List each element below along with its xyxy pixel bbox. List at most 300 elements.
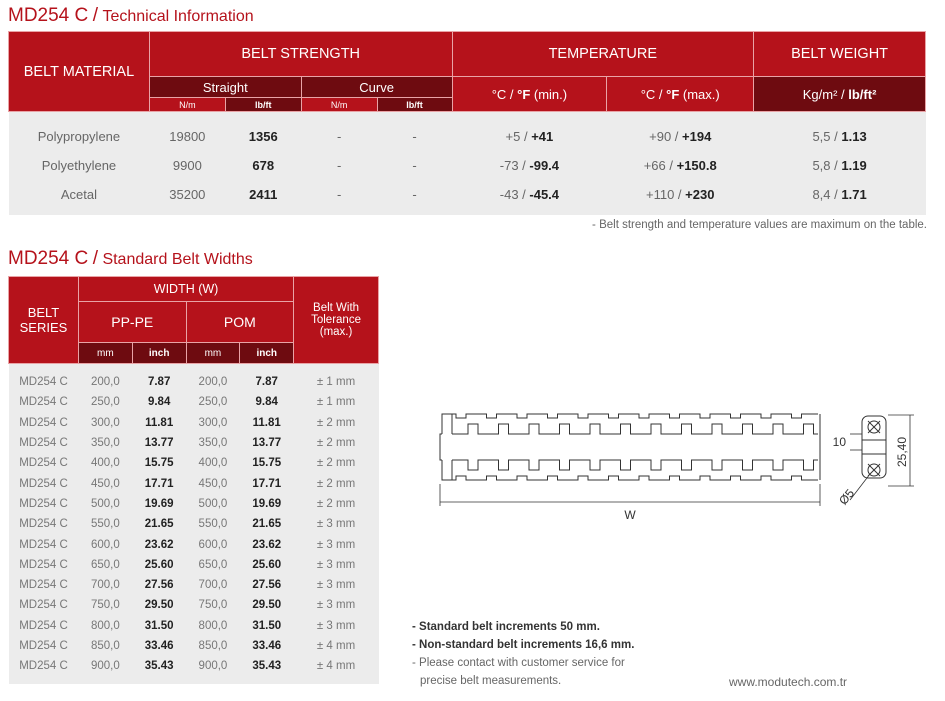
pom-mm-cell-text: 700,0 xyxy=(198,579,228,592)
tolerance-cell-text: ± 4 mm xyxy=(316,660,356,673)
curve-nm-value xyxy=(301,151,377,180)
temp-min-prefix: °C / xyxy=(491,86,518,102)
material-name-text: Acetal xyxy=(60,187,98,202)
tech-title-slash: / xyxy=(92,5,98,26)
pom-mm-cell-text: 400,0 xyxy=(198,457,228,470)
header-belt-strength: BELT STRENGTH xyxy=(149,32,452,77)
header-pppe: PP-PE xyxy=(78,302,186,343)
material-name xyxy=(9,151,150,180)
series-cell xyxy=(9,595,79,615)
header-curve-lbft: lb/ft xyxy=(377,98,452,112)
series-cell-text: MD254 C xyxy=(19,558,68,571)
pom-mm-cell-text: 800,0 xyxy=(198,619,228,632)
tolerance-cell xyxy=(294,433,379,453)
w-label: W xyxy=(624,508,636,522)
pppe-mm-cell xyxy=(78,413,132,433)
series-cell xyxy=(9,453,79,473)
curve-lbft-value-text: - xyxy=(412,187,417,202)
header-belt-weight: BELT WEIGHT xyxy=(754,32,926,77)
pom-mm-cell xyxy=(186,616,240,636)
pom-mm-cell xyxy=(186,555,240,575)
curve-lbft-value xyxy=(377,112,452,152)
series-cell-text: MD254 C xyxy=(19,538,68,551)
temp-min-value xyxy=(452,180,607,215)
dim-height-label: 25,40 xyxy=(895,436,909,468)
pom-inch-cell xyxy=(240,453,294,473)
pppe-inch-cell xyxy=(132,364,186,393)
tolerance-cell-text: ± 2 mm xyxy=(316,477,356,490)
temp-max-value-imperial: +194 xyxy=(682,129,712,144)
pppe-mm-cell xyxy=(78,636,132,656)
pppe-inch-cell xyxy=(132,413,186,433)
pppe-inch-cell xyxy=(132,453,186,473)
temp-min-value-metric: -73 / xyxy=(499,158,530,173)
straight-nm-value-text: 19800 xyxy=(169,129,206,144)
pppe-mm-cell xyxy=(78,453,132,473)
pppe-mm-cell-text: 750,0 xyxy=(90,599,120,612)
pom-mm-cell xyxy=(186,656,240,684)
dim-dia-label: Ø5 xyxy=(836,486,858,508)
pom-inch-cell-text: 25.60 xyxy=(252,558,282,571)
series-cell xyxy=(9,364,79,393)
pom-inch-cell xyxy=(240,575,294,595)
tolerance-cell xyxy=(294,413,379,433)
width-row xyxy=(9,555,379,575)
series-cell-text: MD254 C xyxy=(19,579,68,592)
pom-inch-cell-text: 29.50 xyxy=(252,599,282,612)
widths-title-code: MD254 C xyxy=(8,248,89,269)
header-straight-lbft: lb/ft xyxy=(225,98,301,112)
pppe-inch-cell-text: 25.60 xyxy=(144,558,174,571)
weight-value-imperial: 1.13 xyxy=(841,129,867,144)
temp-max-value xyxy=(607,180,754,215)
pppe-mm-cell xyxy=(78,433,132,453)
pppe-mm-cell-text: 250,0 xyxy=(90,396,120,409)
pom-inch-cell-text: 19.69 xyxy=(252,497,282,510)
pom-mm-cell xyxy=(186,473,240,493)
header-weight-units xyxy=(754,77,926,112)
width-row xyxy=(9,494,379,514)
series-cell xyxy=(9,636,79,656)
series-cell-text: MD254 C xyxy=(19,619,68,632)
header-tolerance: Belt With Tolerance (max.) xyxy=(294,277,379,364)
pppe-inch-cell xyxy=(132,636,186,656)
pppe-inch-cell-text: 29.50 xyxy=(144,599,174,612)
pppe-mm-cell-text: 450,0 xyxy=(90,477,120,490)
temp-max-value-metric: +110 / xyxy=(646,187,686,202)
series-cell xyxy=(9,555,79,575)
pom-inch-cell-text: 9.84 xyxy=(255,396,278,409)
width-row xyxy=(9,534,379,554)
pppe-inch-cell-text: 27.56 xyxy=(144,579,174,592)
pppe-inch-cell-text: 21.65 xyxy=(144,518,174,531)
series-cell-text: MD254 C xyxy=(19,437,68,450)
tolerance-cell-text: ± 3 mm xyxy=(316,538,356,551)
pppe-inch-cell xyxy=(132,494,186,514)
series-cell-text: MD254 C xyxy=(19,477,68,490)
straight-lbft-value xyxy=(225,180,301,215)
weight-value-metric: 5,5 / xyxy=(812,129,842,144)
material-name xyxy=(9,112,150,152)
tolerance-cell xyxy=(294,534,379,554)
width-row xyxy=(9,433,379,453)
temp-max-value-metric: +90 / xyxy=(649,129,683,144)
series-cell-text: MD254 C xyxy=(19,660,68,673)
header-temp-max xyxy=(607,77,754,112)
straight-nm-value xyxy=(149,112,225,152)
belt-technical-drawing xyxy=(430,400,920,530)
tolerance-cell-text: ± 3 mm xyxy=(316,599,356,612)
weight-unit-prefix: Kg/m² / xyxy=(802,86,849,102)
pom-inch-cell xyxy=(240,494,294,514)
note-nonstandard-increments: - Non-standard belt increments 16,6 mm. xyxy=(412,639,635,651)
series-cell-text: MD254 C xyxy=(19,457,68,470)
series-cell xyxy=(9,494,79,514)
pppe-inch-cell-text: 33.46 xyxy=(144,640,174,652)
series-cell xyxy=(9,433,79,453)
series-cell-text: MD254 C xyxy=(19,416,68,429)
pppe-inch-cell-text: 7.87 xyxy=(147,376,171,389)
straight-nm-value-text: 35200 xyxy=(169,187,206,202)
header-pom: POM xyxy=(186,302,294,343)
pppe-inch-cell-text: 31.50 xyxy=(144,619,174,632)
series-cell-text: MD254 C xyxy=(19,518,68,531)
pom-mm-cell xyxy=(186,534,240,554)
pppe-mm-cell xyxy=(78,364,132,393)
pom-mm-cell xyxy=(186,636,240,656)
series-cell-text: MD254 C xyxy=(19,599,68,612)
header-pom-mm: mm xyxy=(186,343,240,364)
curve-nm-value xyxy=(301,112,377,152)
pom-inch-cell-text: 17.71 xyxy=(252,477,282,490)
pom-inch-cell xyxy=(240,473,294,493)
pppe-inch-cell-text: 11.81 xyxy=(145,416,174,429)
pom-inch-cell-text: 33.46 xyxy=(252,640,282,652)
pppe-mm-cell-text: 400,0 xyxy=(90,457,120,470)
pom-inch-cell xyxy=(240,392,294,412)
pom-mm-cell xyxy=(186,575,240,595)
straight-lbft-value xyxy=(225,112,301,152)
pppe-inch-cell-text: 19.69 xyxy=(144,497,174,510)
pom-inch-cell xyxy=(240,514,294,534)
pom-mm-cell xyxy=(186,392,240,412)
temp-min-value-metric: +5 / xyxy=(505,129,532,144)
pom-mm-cell-text: 650,0 xyxy=(198,558,228,571)
series-cell xyxy=(9,413,79,433)
pppe-mm-cell xyxy=(78,575,132,595)
temp-max-value-metric: +66 / xyxy=(643,158,677,173)
width-row xyxy=(9,514,379,534)
pppe-inch-cell xyxy=(132,392,186,412)
temp-min-unit: °F xyxy=(517,86,531,102)
temp-min-value-imperial: -45.4 xyxy=(529,187,560,202)
tolerance-cell xyxy=(294,514,379,534)
weight-value-metric: 8,4 / xyxy=(812,187,842,202)
pppe-mm-cell-text: 350,0 xyxy=(90,437,120,450)
tolerance-cell-text: ± 4 mm xyxy=(316,640,356,652)
pom-mm-cell xyxy=(186,433,240,453)
temp-min-value-imperial: +41 xyxy=(531,129,554,144)
width-row xyxy=(9,473,379,493)
curve-nm-value-text: - xyxy=(336,187,342,202)
weight-value-imperial: 1.71 xyxy=(841,187,867,202)
tech-footnote: - Belt strength and temperature values are maximum on the table. xyxy=(592,219,927,231)
weight-value xyxy=(754,112,926,152)
tolerance-cell xyxy=(294,616,379,636)
curve-lbft-value xyxy=(377,180,452,215)
tolerance-cell-text: ± 1 mm xyxy=(316,396,356,409)
pom-inch-cell xyxy=(240,433,294,453)
series-cell xyxy=(9,616,79,636)
pom-inch-cell xyxy=(240,636,294,656)
pom-mm-cell-text: 300,0 xyxy=(198,416,228,429)
pppe-mm-cell xyxy=(78,514,132,534)
pom-inch-cell xyxy=(240,534,294,554)
pom-inch-cell xyxy=(240,595,294,615)
pppe-inch-cell-text: 23.62 xyxy=(144,538,174,551)
pom-inch-cell-text: 21.65 xyxy=(252,518,282,531)
width-row xyxy=(9,595,379,615)
pom-mm-cell-text: 450,0 xyxy=(198,477,228,490)
tech-title xyxy=(8,5,254,27)
pppe-inch-cell xyxy=(132,514,186,534)
pom-inch-cell xyxy=(240,364,294,393)
header-straight-nm: N/m xyxy=(149,98,225,112)
pppe-inch-cell xyxy=(132,616,186,636)
width-row xyxy=(9,636,379,656)
straight-nm-value xyxy=(149,151,225,180)
weight-value xyxy=(754,180,926,215)
website-link[interactable]: www.modutech.com.tr xyxy=(729,675,848,689)
straight-lbft-value xyxy=(225,151,301,180)
pppe-mm-cell-text: 600,0 xyxy=(90,538,120,551)
tolerance-cell-text: ± 1 mm xyxy=(316,376,356,389)
pom-inch-cell-text: 23.62 xyxy=(252,538,282,551)
tolerance-cell-text: ± 3 mm xyxy=(316,558,356,571)
pppe-mm-cell-text: 650,0 xyxy=(90,558,120,571)
header-pppe-inch: inch xyxy=(132,343,186,364)
pppe-mm-cell-text: 500,0 xyxy=(90,497,120,510)
curve-lbft-value-text: - xyxy=(412,158,417,173)
straight-lbft-value-text: 678 xyxy=(252,158,275,173)
side-profile xyxy=(862,416,886,478)
temp-min-value-imperial: -99.4 xyxy=(529,158,560,173)
header-pom-inch: inch xyxy=(240,343,294,364)
temp-max-value-imperial: +150.8 xyxy=(676,158,717,173)
tolerance-cell xyxy=(294,364,379,393)
pom-inch-cell-text: 7.87 xyxy=(255,376,278,389)
width-row xyxy=(9,575,379,595)
series-cell xyxy=(9,534,79,554)
pom-mm-cell-text: 250,0 xyxy=(198,396,228,409)
pppe-inch-cell xyxy=(132,595,186,615)
belt-widths-table xyxy=(8,276,379,684)
pppe-mm-cell-text: 700,0 xyxy=(90,579,120,592)
series-cell xyxy=(9,656,79,684)
pom-mm-cell-text: 850,0 xyxy=(198,640,228,652)
pom-inch-cell-text: 35.43 xyxy=(252,660,282,673)
width-row xyxy=(9,453,379,473)
pppe-inch-cell xyxy=(132,473,186,493)
curve-nm-value-text: - xyxy=(336,129,342,144)
temp-min-suffix: (min.) xyxy=(530,86,568,102)
pom-inch-cell-text: 11.81 xyxy=(252,416,281,429)
header-temp-min xyxy=(452,77,607,112)
pom-mm-cell-text: 200,0 xyxy=(198,376,228,389)
series-cell xyxy=(9,473,79,493)
straight-nm-value xyxy=(149,180,225,215)
curve-lbft-value xyxy=(377,151,452,180)
tolerance-cell-text: ± 2 mm xyxy=(316,437,356,450)
pom-mm-cell-text: 550,0 xyxy=(198,518,228,531)
material-name xyxy=(9,180,150,215)
pppe-inch-cell xyxy=(132,555,186,575)
temp-max-value-imperial: +230 xyxy=(685,187,715,202)
header-temperature: TEMPERATURE xyxy=(452,32,754,77)
pom-inch-cell-text: 31.50 xyxy=(252,619,282,632)
belt-series-label: BELT SERIES xyxy=(19,305,68,335)
pom-mm-cell-text: 750,0 xyxy=(198,599,228,612)
header-width: WIDTH (W) xyxy=(78,277,293,302)
pom-mm-cell xyxy=(186,413,240,433)
pppe-inch-cell-text: 9.84 xyxy=(147,396,171,409)
tolerance-cell-text: ± 3 mm xyxy=(316,518,356,531)
pppe-inch-cell xyxy=(132,656,186,684)
pom-mm-cell-text: 900,0 xyxy=(198,660,228,673)
pppe-mm-cell-text: 550,0 xyxy=(90,518,120,531)
temp-max-value xyxy=(607,151,754,180)
tolerance-cell xyxy=(294,575,379,595)
pppe-inch-cell-text: 15.75 xyxy=(144,457,174,470)
width-row xyxy=(9,392,379,412)
header-pppe-mm: mm xyxy=(78,343,132,364)
pom-mm-cell xyxy=(186,364,240,393)
tolerance-cell xyxy=(294,636,379,656)
temp-min-value-metric: -43 / xyxy=(499,187,530,202)
series-cell xyxy=(9,575,79,595)
technical-info-table xyxy=(8,31,926,215)
widths-title-slash: / xyxy=(92,248,98,269)
belt-outline xyxy=(440,414,820,480)
header-belt-series xyxy=(9,277,79,364)
series-cell-text: MD254 C xyxy=(19,396,68,409)
tolerance-cell xyxy=(294,494,379,514)
tolerance-cell-text: ± 3 mm xyxy=(316,619,356,632)
pom-inch-cell xyxy=(240,616,294,636)
pom-mm-cell-text: 600,0 xyxy=(198,538,228,551)
width-row xyxy=(9,656,379,684)
widths-title xyxy=(8,248,253,270)
material-name-text: Polyethylene xyxy=(41,158,117,173)
pppe-mm-cell xyxy=(78,534,132,554)
pom-mm-cell-text: 350,0 xyxy=(198,437,228,450)
straight-nm-value-text: 9900 xyxy=(172,158,202,173)
pom-mm-cell-text: 500,0 xyxy=(198,497,228,510)
weight-unit-bold: lb/ft² xyxy=(848,86,877,102)
pom-inch-cell-text: 13.77 xyxy=(252,437,282,450)
series-cell-text: MD254 C xyxy=(19,497,68,510)
tolerance-cell-text: ± 2 mm xyxy=(316,416,356,429)
temp-min-value xyxy=(452,112,607,152)
pppe-mm-cell xyxy=(78,392,132,412)
series-cell-text: MD254 C xyxy=(19,640,68,652)
tolerance-cell xyxy=(294,453,379,473)
material-name-text: Polypropylene xyxy=(37,129,121,144)
pppe-mm-cell-text: 200,0 xyxy=(90,376,120,389)
curve-lbft-value-text: - xyxy=(412,129,417,144)
pppe-mm-cell-text: 850,0 xyxy=(90,640,120,652)
tolerance-cell-text: ± 3 mm xyxy=(316,579,356,592)
note-contact-line1: - Please contact with customer service for xyxy=(412,657,625,669)
temp-max-suffix: (max.) xyxy=(679,86,720,102)
pppe-inch-cell xyxy=(132,575,186,595)
pom-mm-cell xyxy=(186,453,240,473)
header-straight: Straight xyxy=(149,77,301,98)
note-contact-line2: precise belt measurements. xyxy=(420,675,562,687)
pppe-mm-cell xyxy=(78,616,132,636)
temp-max-prefix: °C / xyxy=(640,86,667,102)
pom-inch-cell-text: 27.56 xyxy=(252,579,282,592)
curve-nm-value-text: - xyxy=(336,158,342,173)
pppe-inch-cell-text: 13.77 xyxy=(144,437,174,450)
series-cell xyxy=(9,514,79,534)
pom-mm-cell xyxy=(186,514,240,534)
width-row xyxy=(9,616,379,636)
tolerance-cell xyxy=(294,656,379,684)
pppe-inch-cell xyxy=(132,433,186,453)
tolerance-cell xyxy=(294,555,379,575)
temp-max-value xyxy=(607,112,754,152)
material-row xyxy=(9,112,926,152)
tolerance-cell-text: ± 2 mm xyxy=(316,457,356,470)
pppe-mm-cell-text: 300,0 xyxy=(90,416,120,429)
weight-value-metric: 5,8 / xyxy=(812,158,842,173)
curve-nm-value xyxy=(301,180,377,215)
width-row xyxy=(9,364,379,393)
weight-value xyxy=(754,151,926,180)
tolerance-cell-text: ± 2 mm xyxy=(316,497,356,510)
pppe-inch-cell-text: 35.43 xyxy=(144,660,174,673)
material-row xyxy=(9,180,926,215)
temp-min-value xyxy=(452,151,607,180)
pppe-mm-cell xyxy=(78,494,132,514)
pppe-inch-cell-text: 17.71 xyxy=(144,477,174,490)
pppe-mm-cell xyxy=(78,473,132,493)
tolerance-cell xyxy=(294,473,379,493)
weight-value-imperial: 1.19 xyxy=(841,158,867,173)
note-standard-increments: - Standard belt increments 50 mm. xyxy=(412,621,600,633)
pom-inch-cell xyxy=(240,555,294,575)
pppe-mm-cell-text: 800,0 xyxy=(90,619,120,632)
pom-mm-cell xyxy=(186,494,240,514)
header-belt-material: BELT MATERIAL xyxy=(9,32,150,112)
material-row xyxy=(9,151,926,180)
tolerance-cell xyxy=(294,595,379,615)
widths-title-subtitle: Standard Belt Widths xyxy=(102,251,253,268)
pom-inch-cell-text: 15.75 xyxy=(252,457,282,470)
series-cell-text: MD254 C xyxy=(19,376,68,389)
pppe-mm-cell xyxy=(78,595,132,615)
series-cell xyxy=(9,392,79,412)
straight-lbft-value-text: 2411 xyxy=(249,187,278,202)
pom-inch-cell xyxy=(240,656,294,684)
header-curve: Curve xyxy=(301,77,452,98)
header-curve-nm: N/m xyxy=(301,98,377,112)
dim-10-label: 10 xyxy=(832,435,846,449)
width-row xyxy=(9,413,379,433)
pppe-mm-cell-text: 900,0 xyxy=(90,660,120,673)
tech-title-subtitle: Technical Information xyxy=(102,8,254,25)
